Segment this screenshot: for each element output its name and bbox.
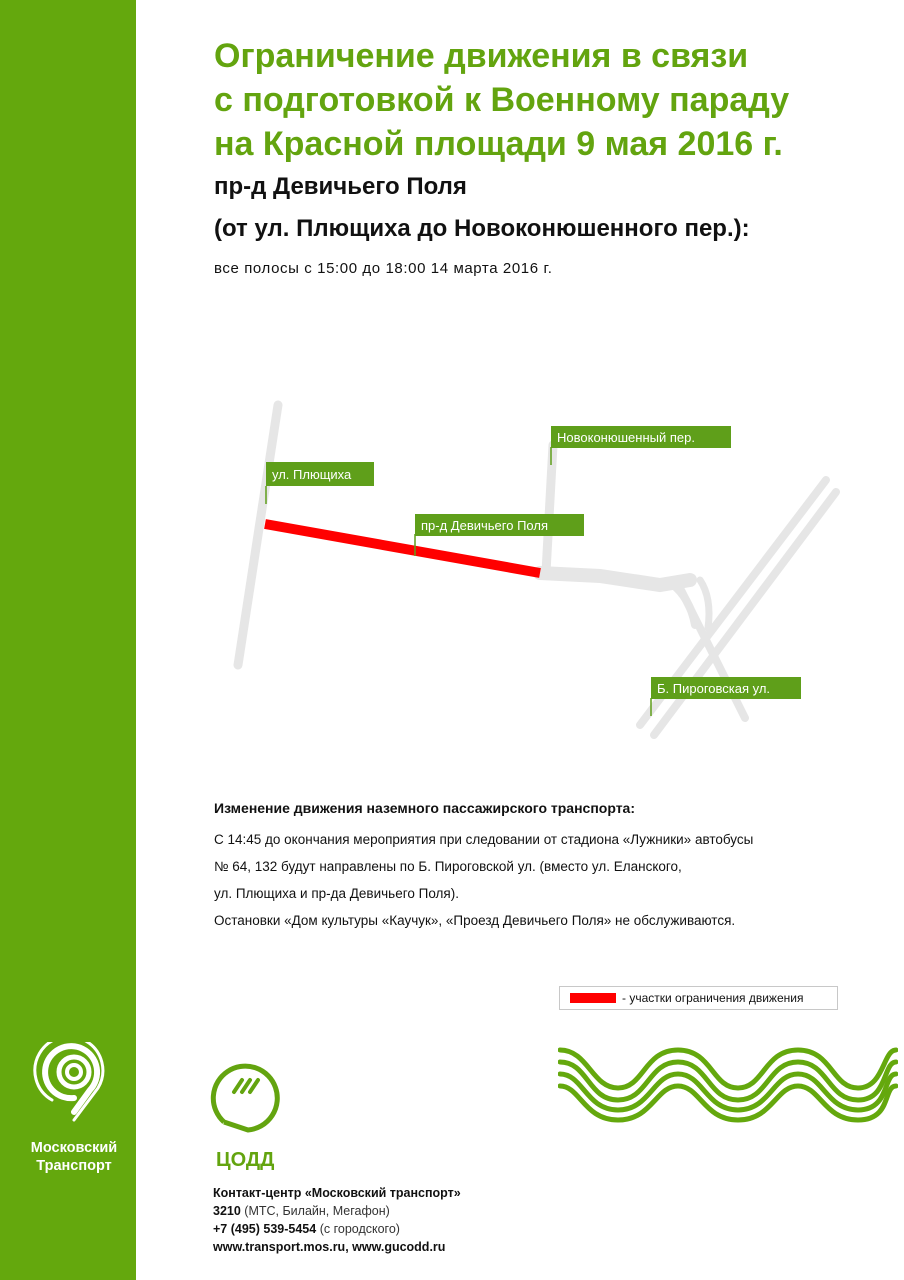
sidebar [0, 0, 136, 1280]
info-line-2: № 64, 132 будут направлены по Б. Пироговской ул. (вместо ул. Еланского, [214, 859, 682, 874]
title-line-2: с подготовкой к Военному параду [214, 81, 790, 119]
svg-text:Новоконюшенный пер.: Новоконюшенный пер. [557, 430, 695, 445]
logo-text-line-1: Московский [30, 1140, 118, 1156]
svg-text:ул. Плющиха: ул. Плющиха [272, 467, 352, 482]
websites-link[interactable]: www.transport.mos.ru, www.gucodd.ru [213, 1240, 446, 1254]
street-name: пр-д Девичьего Поля [214, 173, 467, 200]
label-pluschikha [266, 462, 374, 486]
title-line-3: на Красной площади 9 мая 2016 г. [214, 125, 783, 163]
info-heading: Изменение движения наземного пассажирского транспорта: [214, 800, 636, 816]
road-pluschikha [238, 405, 278, 665]
contacts-block [213, 1184, 461, 1256]
title-line-1: Ограничение движения в связи [214, 37, 749, 75]
codd-text: ЦОДД [216, 1149, 275, 1171]
phone-number: +7 (495) 539-5454 [213, 1222, 317, 1236]
label-pirogovskaya [651, 677, 801, 699]
short-number-note: (МТС, Билайн, Мегафон) [244, 1204, 390, 1218]
svg-text:пр-д Девичьего Поля: пр-д Девичьего Поля [421, 518, 548, 533]
info-line-1: С 14:45 до окончания мероприятия при следовании от стадиона «Лужники» автобусы [214, 832, 754, 847]
moscow-transport-logo [22, 1042, 132, 1175]
decorative-waves-icon [558, 1040, 898, 1140]
street-range: (от ул. Плющиха до Новоконюшенного пер.): [214, 215, 750, 242]
phone-note: (с городского) [319, 1222, 400, 1236]
info-line-3: ул. Плющиха и пр-да Девичьего Поля). [214, 886, 459, 901]
ramp-2 [700, 580, 709, 628]
svg-text:Б. Пироговская ул.: Б. Пироговская ул. [657, 681, 771, 696]
info-line-4: Остановки «Дом культуры «Каучук», «Проезд Девичьего Поля» не обслуживаются. [214, 913, 736, 928]
logo-text-line-2: Транспорт [36, 1158, 112, 1174]
ramp-1 [672, 584, 695, 625]
road-devichye-east [540, 573, 690, 585]
label-novokonyushenny [551, 426, 731, 448]
label-devichye-pole [415, 514, 584, 536]
road-novokonyushenny [546, 445, 553, 572]
moscow-transport-emblem-icon [22, 1042, 126, 1128]
contact-center: Контакт-центр «Московский транспорт» [213, 1186, 461, 1200]
legend-text: - участки ограничения движения [622, 991, 804, 1005]
short-number: 3210 [213, 1204, 241, 1218]
restriction-map [220, 395, 850, 755]
codd-logo [210, 1046, 286, 1172]
transport-changes [214, 800, 894, 934]
codd-emblem-icon [210, 1046, 286, 1142]
legend-swatch [570, 993, 616, 1003]
moscow-transport-logo-text [22, 1139, 126, 1175]
restriction-text: все полосы с 15:00 до 18:00 14 марта 2016 г. [214, 260, 553, 277]
page-title [214, 34, 894, 166]
map-legend [559, 986, 838, 1010]
